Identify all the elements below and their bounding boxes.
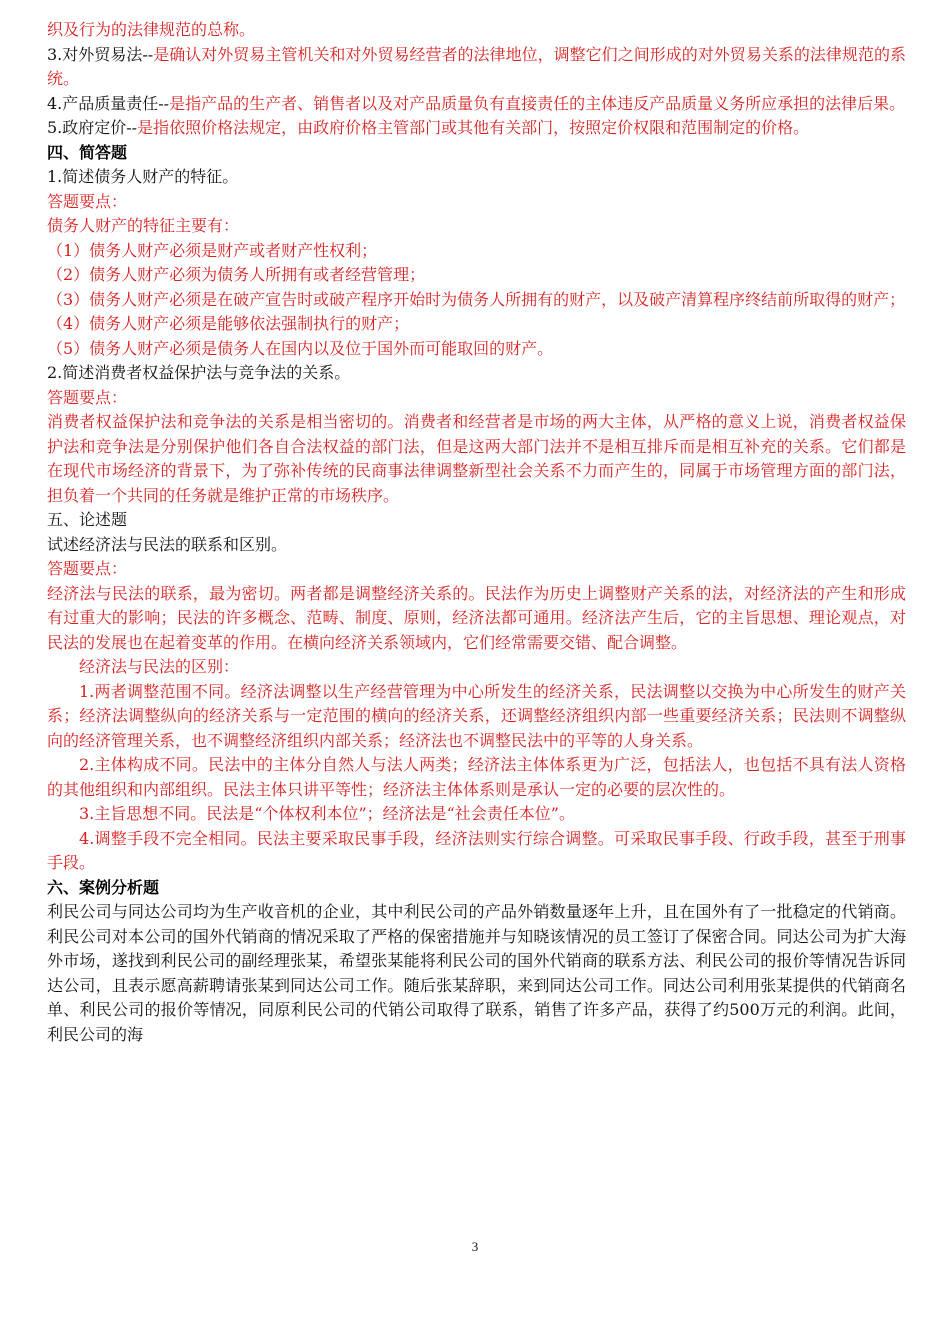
answer-item-1: （1）债务人财产必须是财产或者财产性权利；	[47, 240, 378, 260]
question-2: 2.简述消费者权益保护法与竞争法的关系。	[47, 363, 351, 382]
answer-key-label: 答题要点：	[47, 387, 128, 407]
definition-foreign-trade-law	[47, 43, 906, 92]
answer-item-3: （3）债务人财产必须是在破产宣告时或破产程序开始时为债务人所拥有的财产，以及破产清算程序终结前所取得的财产；	[47, 289, 906, 309]
answer-key-label: 答题要点：	[47, 559, 128, 578]
definition-product-quality-liability	[47, 92, 906, 117]
term-definition: 是指产品的生产者、销售者以及对产品质量负有直接责任的主体违反产品质量义务所应承担的法律后果。	[169, 93, 906, 113]
answer-paragraph-connection: 经济法与民法的联系，最为密切。两者都是调整经济关系的。民法作为历史上调整财产关系的法，对经济法的产生和形成有过重大的影响；民法的许多概念、范畴、制度、原则，经济法都可通用。经济法产生后，它的主旨思想、理论观点，对民法的发展也在起着变革的作用。在横向经济关系领域内，它们经常需要交错、配合调整。	[47, 583, 906, 652]
section-heading-short-answer: 四、简答题	[47, 142, 128, 162]
document-body	[47, 18, 906, 1047]
page-number: 3	[471, 1239, 479, 1254]
term-label: 5.政府定价--	[47, 118, 138, 137]
term-label: 3.对外贸易法--	[47, 44, 154, 64]
term-definition: 是指依照价格法规定，由政府价格主管部门或其他有关部门，按照定价权限和范围制定的价格。	[137, 118, 810, 137]
answer-difference-4: 4.调整手段不完全相同。民法主要采取民事手段，经济法则实行综合调整。可采取民事手段、行政手段，甚至于刑事手段。	[47, 828, 906, 872]
answer-difference-2: 2.主体构成不同。民法中的主体分自然人与法人两类；经济法主体体系更为广泛，包括法人，也包括不具有法人资格的其他组织和内部组织。民法主体只讲平等性；经济法主体体系则是承认一定的必要的层次性的。	[47, 755, 906, 799]
answer-key-label: 答题要点：	[47, 191, 128, 211]
answer-difference-3: 3.主旨思想不同。民法是“个体权利本位”；经济法是“社会责任本位”。	[79, 804, 575, 823]
answer-paragraph: 消费者权益保护法和竞争法的关系是相当密切的。消费者和经营者是市场的两大主体，从严格的意义上说，消费者权益保护法和竞争法是分别保护他们各自合法权益的部门法，但是这两大部门法并不是相互排斥而是相互补充的关系。它们都是在现代市场经济的背景下，为了弥补传统的民商事法律调整新型社会关系不力而产生的，同属于市场管理方面的部门法，担负着一个共同的任务就是维护正常的市场秩序。	[47, 412, 906, 505]
answer-item-5: （5）债务人财产必须是债务人在国内以及位于国外而可能取回的财产。	[47, 338, 554, 358]
answer-intro: 债务人财产的特征主要有：	[47, 216, 240, 235]
definition-government-pricing	[47, 116, 906, 141]
essay-question: 试述经济法与民法的联系和区别。	[47, 534, 288, 554]
term-definition: 是确认对外贸易主管机关和对外贸易经营者的法律地位，调整它们之间形成的对外贸易关系的法律规范的系统。	[47, 44, 906, 88]
answer-item-2: （2）债务人财产必须为债务人所拥有或者经营管理；	[47, 265, 426, 284]
answer-difference-1: 1.两者调整范围不同。经济法调整以生产经营管理为中心所发生的经济关系，民法调整以交换为中心所发生的财产关系；经济法调整纵向的经济关系与一定范围的横向的经济关系，还调整经济组织内部一些重要经济关系；民法则不调整纵向的经济管理关系，也不调整经济组织内部关系；经济法也不调整民法中的平等的人身关系。	[47, 681, 906, 750]
section-heading-essay: 五、论述题	[47, 510, 128, 529]
case-paragraph: 利民公司与同达公司均为生产收音机的企业，其中利民公司的产品外销数量逐年上升，且在国外有了一批稳定的代销商。利民公司对本公司的国外代销商的情况采取了严格的保密措施并与知晓该情况的员工签订了保密合同。同达公司为扩大海外市场，遂找到利民公司的副经理张某，希望张某能将利民公司的国外代销商的联系方法、利民公司的报价等情况告诉同达公司，且表示愿高薪聘请张某到同达公司工作。随后张某辞职，来到同达公司工作。同达公司利用张某提供的代销商名单、利民公司的报价等情况，同原利民公司的代销公司取得了联系，销售了许多产品，获得了约500万元的利润。此间，利民公司的海	[47, 902, 906, 1044]
question-1: 1.简述债务人财产的特征。	[47, 167, 239, 186]
answer-differences-intro: 经济法与民法的区别：	[79, 657, 240, 676]
term-label: 4.产品质量责任--	[47, 93, 170, 113]
paragraph-continuation: 织及行为的法律规范的总称。	[47, 20, 256, 39]
section-heading-case-analysis: 六、案例分析题	[47, 877, 160, 897]
answer-item-4: （4）债务人财产必须是能够依法强制执行的财产；	[47, 314, 410, 333]
